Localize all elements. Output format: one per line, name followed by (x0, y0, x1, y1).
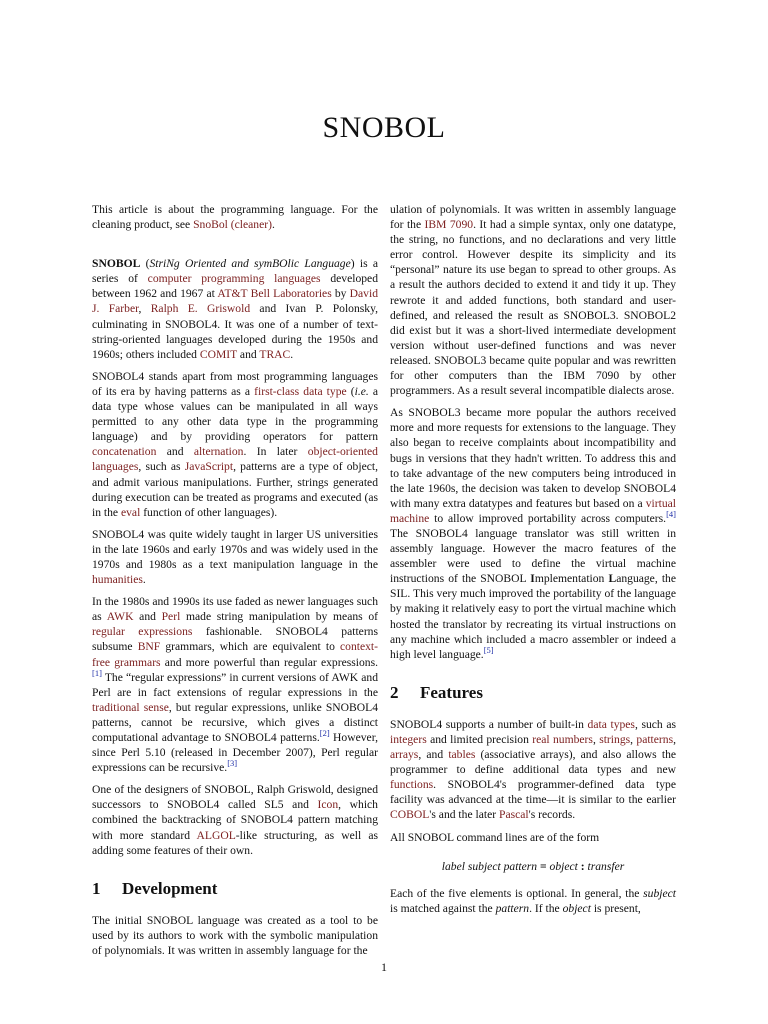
text: made string manipulation by means of (180, 610, 378, 624)
text: pattern (495, 901, 530, 915)
hatnote (92, 202, 378, 232)
link-eval[interactable]: eval (120, 505, 141, 519)
link-snobol-cleaner[interactable]: SnoBol (cleaner) (193, 218, 272, 232)
citation-4[interactable]: [4] (666, 509, 676, 520)
text: . (142, 573, 146, 587)
link-computer-programming-languages[interactable]: computer programming languages (147, 272, 321, 286)
text: anguage, the SIL. This very much improved the portability of the language by making it relatively easy to port the virtual machine which hosted the translator by recreating its virtual instructions on any machine which included a macro assembler or indeed a high level language. (390, 572, 676, 661)
section-title: Development (122, 878, 218, 898)
text: . If the (529, 901, 563, 915)
text: is matched against the (390, 901, 496, 915)
continued-text: ulation of polynomials. It was written in assembly language for the (390, 203, 676, 232)
link-ibm-7090[interactable]: IBM 7090 (424, 218, 474, 232)
command-line-formula (390, 859, 676, 874)
intro-paragraph (92, 256, 378, 362)
text: , such as (138, 460, 185, 474)
link-icon[interactable]: Icon (317, 798, 339, 812)
link-alternation[interactable]: alternation (193, 445, 244, 459)
link-strings[interactable]: strings (599, 733, 631, 746)
text: mplementation (534, 572, 609, 586)
text: (associative arrays), and also allows the programmer to define additional data types and new (390, 748, 677, 777)
elements-paragraph (390, 886, 676, 916)
text: ( (140, 257, 150, 271)
section-heading-development (92, 878, 378, 898)
text: , such as (634, 717, 676, 731)
citation-5[interactable]: [5] (483, 644, 494, 655)
section-title: Features (420, 682, 483, 702)
text: SNOBOL4 stands apart from most programming languages of its era by having patterns as a (92, 369, 378, 398)
text: , (673, 733, 676, 746)
development-paragraph-continued (390, 202, 676, 398)
link-arrays[interactable]: arrays (390, 748, 419, 762)
text: I (530, 572, 535, 586)
text: ) is a series of (92, 257, 378, 286)
link-humanities[interactable]: humanities (92, 573, 143, 587)
text: a data type whose values can be manipulated in all ways permitted to any other data type in the programming language) and by providing operators for pattern (92, 384, 379, 444)
text: The initial SNOBOL language was created as a tool to be used by its authors to work with the symbolic manipulation of polynomials. It was written in assembly language for the (92, 913, 378, 958)
text: and Ivan P. Polonsky, culminating in SNOBOL4. It was one of a number of text-string-oriented languages developed during the 1950s and 1960s; others included (92, 302, 379, 361)
patterns-paragraph (92, 369, 378, 520)
link-javascript[interactable]: JavaScript (184, 460, 234, 474)
snobol4-history-paragraph (390, 405, 676, 662)
text: Each of the five elements is optional. In general, the (390, 886, 644, 900)
text: ( (346, 384, 355, 398)
text: , (592, 733, 600, 746)
formula-transfer: transfer (587, 859, 625, 873)
section-number: 1 (92, 878, 101, 898)
text: The SNOBOL4 language translator was still written in assembly language. However the macro features of the assembler were used to define the virtual machine instructions of the SNOBOL (390, 526, 676, 586)
link-virtual-machine[interactable]: virtual machine (390, 496, 676, 525)
command-form-paragraph (390, 830, 676, 845)
hatnote-text: This article is about the programming language. For the cleaning product, see (92, 203, 378, 232)
text: fashionable. SNOBOL4 patterns subsume (92, 625, 378, 654)
text: -like structuring, as well as adding some features of their own. (92, 828, 379, 857)
text: SNOBOL4 was quite widely taught in larger US universities in the late 1960s and early 1970s and was widely used in the 1970s and 1980s as a text manipulation language in the (92, 527, 378, 571)
link-awk[interactable]: AWK (106, 610, 134, 624)
text: grammars, which are equivalent to (160, 640, 340, 654)
text: to allow improved portability across computers. (429, 511, 667, 525)
text: 's and the later (429, 808, 499, 822)
link-comit[interactable]: COMIT (199, 347, 238, 361)
text: SNOBOL4 supports a number of built-in (390, 717, 588, 731)
link-att-bell-laboratories[interactable]: AT&T Bell Laboratories (217, 287, 332, 301)
link-regular-expressions[interactable]: regular expressions (92, 625, 193, 639)
text: , which combined the backtracking of SNOBOL4 pattern matching with more standard (92, 798, 378, 842)
link-first-class-data-type[interactable]: first-class data type (254, 384, 347, 398)
link-bnf[interactable]: BNF (137, 640, 161, 654)
teaching-paragraph (92, 527, 378, 587)
text: However, since Perl 5.10 (released in December 2007), Perl regular expressions can be recursive. (92, 731, 378, 775)
link-real-numbers[interactable]: real numbers (532, 733, 593, 746)
link-patterns[interactable]: patterns (636, 733, 674, 746)
citation-2[interactable]: [2] (319, 728, 330, 739)
link-david-farber[interactable]: David J. Farber (92, 287, 378, 316)
section-heading-features (390, 682, 676, 702)
citation-1[interactable]: [1] (92, 667, 102, 678)
link-traditional-sense[interactable]: traditional sense (92, 700, 169, 714)
text: , patterns are a type of object, and admit various manipulations. Further, strings generated during execution can be treated as programs and executed (as in the (92, 460, 378, 519)
text: is present, (590, 901, 641, 915)
link-ralph-griswold[interactable]: Ralph E. Griswold (150, 302, 251, 316)
link-algol[interactable]: ALGOL (196, 828, 236, 842)
text: All SNOBOL command lines are of the form (390, 830, 600, 844)
text: and (237, 347, 260, 361)
section-number: 2 (390, 682, 399, 702)
formula-pattern: pattern (503, 859, 538, 873)
link-trac[interactable]: TRAC (259, 347, 291, 361)
left-column (92, 202, 379, 958)
link-context-free-grammars[interactable]: context-free grammars (92, 640, 378, 669)
text: , (138, 302, 151, 316)
formula-equals: = (540, 859, 547, 873)
page-title: SNOBOL (322, 111, 446, 144)
text: and (156, 445, 194, 459)
link-cobol[interactable]: COBOL (390, 808, 430, 822)
text: function of other languages). (140, 505, 278, 519)
formula-subject: subject (467, 859, 501, 873)
text: , and (418, 748, 449, 762)
expansion-text: StriNg Oriented and symBOlic Language (149, 257, 351, 271)
link-tables[interactable]: tables (448, 748, 476, 762)
link-pascal[interactable]: Pascal (499, 808, 529, 822)
right-column (390, 202, 676, 923)
link-concatenation[interactable]: concatenation (92, 445, 157, 459)
formula-object: object (549, 859, 578, 873)
term-snobol: SNOBOL (92, 257, 141, 271)
text: , (630, 733, 637, 746)
text: developed between 1962 and 1967 at (92, 272, 378, 301)
text: object (562, 901, 591, 915)
text: . (290, 347, 294, 361)
formula-colon: : (580, 859, 585, 873)
development-paragraph-start (92, 913, 378, 958)
text: and limited precision (426, 733, 533, 746)
page-number: 1 (381, 960, 387, 974)
successors-paragraph (92, 782, 378, 857)
text: , but regular expressions, unlike SNOBOL4 patterns, cannot be recursive, which gives a distinct computational advantage to SNOBOL4 patterns. (92, 700, 378, 744)
text: L (608, 572, 617, 586)
text: The “regular expressions” in current versions of AWK and Perl are in fact extensions of regular expressions in the (92, 670, 378, 699)
text: . In later (243, 445, 308, 459)
hatnote-text: . (271, 218, 275, 232)
text: . It had a simple syntax, only one datatype, the string, no functions, and no declarations and very little error control. However despite its simplicity and its “personal” nature its use began to spread to other groups. As a result the authors decided to extend it and tidy it up. They rewrote it and added functions, both standard and user-defined, and released the result as SNOBOL3. SNOBOL2 did exist but it was a short-lived intermediate development version without user-defined functions and was never released. SNOBOL3 became quite popular and was rewritten for other computers than the IBM 7090 by other programmers. As a result several incompatible dialects arose. (390, 218, 676, 398)
features-paragraph (390, 717, 676, 823)
text: 's records. (528, 808, 576, 822)
text: and more powerful than regular expressions. (160, 655, 378, 669)
text: One of the designers of SNOBOL, Ralph Griswold, designed successors to SNOBOL4 called SL5 and (92, 783, 378, 812)
link-functions[interactable]: functions (390, 778, 434, 792)
link-data-types[interactable]: data types (587, 717, 635, 731)
decline-paragraph (92, 594, 378, 775)
text: by (331, 287, 350, 301)
text: subject (643, 886, 676, 900)
text: i.e. (354, 384, 369, 398)
formula-label: label (441, 859, 465, 873)
link-object-oriented-languages[interactable]: object-oriented languages (92, 445, 378, 474)
link-integers[interactable]: integers (390, 733, 427, 746)
citation-3[interactable]: [3] (227, 758, 238, 769)
link-perl[interactable]: Perl (161, 610, 181, 624)
text: and (133, 610, 162, 624)
text: As SNOBOL3 became more popular the authors received more and more requests for extensions to the language. They also began to receive complaints about incompatibility and bugs in versions that they hadn't written. To address this and to take advantage of the new computers being introduced in the late 1960s, the decision was taken to develop SNOBOL4 with many extra datatypes and features but based on a (390, 406, 676, 510)
text: In the 1980s and 1990s its use faded as newer languages such as (92, 595, 378, 624)
text: . SNOBOL4's programmer-defined data type facility was advanced at the time—it is similar to the earlier (390, 778, 676, 807)
